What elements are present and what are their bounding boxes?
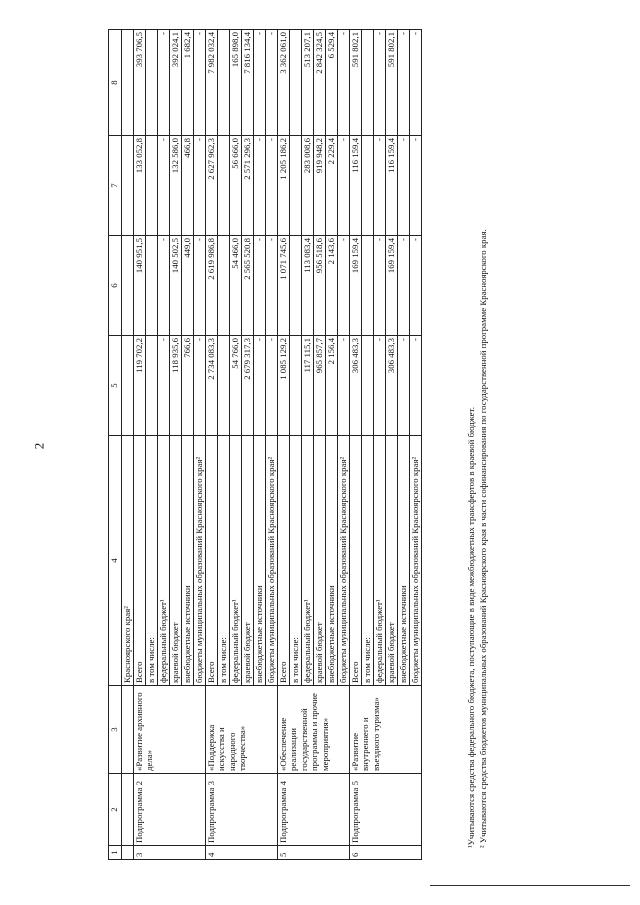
- value-cell: 393 706,5: [134, 30, 146, 136]
- value-cell: [362, 30, 374, 136]
- value-cell: 113 083,4: [302, 236, 314, 336]
- column-header: 7: [109, 136, 122, 236]
- row-label: краевой бюджет: [314, 436, 326, 686]
- value-cell: 3 362 061,0: [278, 30, 290, 136]
- program-title: «Поддержка искусства и народного творчества»: [206, 686, 278, 774]
- value-cell: 956 518,6: [314, 236, 326, 336]
- row-label: бюджеты муниципальных образований Красноярского края²: [194, 436, 206, 686]
- value-cell: 6 529,4: [326, 30, 338, 136]
- value-cell: 56 666,0: [230, 136, 242, 236]
- value-cell: 2 842 324,5: [314, 30, 326, 136]
- value-cell: [290, 236, 302, 336]
- column-number-row: [109, 30, 122, 860]
- value-cell: 2 565 520,8: [242, 236, 254, 336]
- value-cell: 54 466,0: [230, 236, 242, 336]
- value-cell: -: [374, 336, 386, 436]
- value-cell: 1 085 129,2: [278, 336, 290, 436]
- row-label: Всего: [278, 436, 290, 686]
- row-label: в том числе:: [290, 436, 302, 686]
- value-cell: 306 483,3: [350, 336, 362, 436]
- value-cell: -: [194, 236, 206, 336]
- bottom-rule: [430, 885, 630, 886]
- continuation-row: [122, 30, 134, 860]
- column-header: 4: [109, 436, 122, 686]
- value-cell: 1 071 745,6: [278, 236, 290, 336]
- value-cell: -: [254, 236, 266, 336]
- row-label: федеральный бюджет¹: [158, 436, 170, 686]
- value-cell: -: [398, 30, 410, 136]
- row-label: в том числе:: [218, 436, 230, 686]
- value-cell: -: [338, 236, 350, 336]
- value-cell: [218, 236, 230, 336]
- row-number: 5: [278, 846, 350, 860]
- value-cell: 2 627 962,3: [206, 136, 218, 236]
- value-cell: -: [266, 336, 278, 436]
- column-header: 2: [109, 774, 122, 846]
- program-name: Подпрограмма 4: [278, 774, 350, 846]
- value-cell: 140 951,5: [134, 236, 146, 336]
- column-header: 3: [109, 686, 122, 774]
- value-cell: 466,8: [182, 136, 194, 236]
- row-label: краевой бюджет: [242, 436, 254, 686]
- program-title: «Обеспечение реализации государственной программы и прочие мероприятия»: [278, 686, 350, 774]
- value-cell: 283 008,6: [302, 136, 314, 236]
- row-number: 4: [206, 846, 278, 860]
- value-cell: 965 857,7: [314, 336, 326, 436]
- value-cell: 169 159,4: [350, 236, 362, 336]
- table-row: [134, 30, 146, 860]
- value-cell: 140 502,5: [170, 236, 182, 336]
- footnotes: [466, 30, 490, 860]
- value-cell: 165 898,0: [230, 30, 242, 136]
- value-cell: -: [158, 30, 170, 136]
- program-title: «Развитие архивного дела»: [134, 686, 206, 774]
- value-cell: 132 586,0: [170, 136, 182, 236]
- footnote-1: ¹Учитываются средства федерального бюджета, поступающие в виде межбюджетных трансфертов в краевой бюджет.: [466, 407, 476, 848]
- row-label: федеральный бюджет¹: [230, 436, 242, 686]
- row-label: бюджеты муниципальных образований Красноярского края²: [338, 436, 350, 686]
- row-label: внебюджетные источники: [398, 436, 410, 686]
- value-cell: 919 948,2: [314, 136, 326, 236]
- value-cell: 117 115,1: [302, 336, 314, 436]
- value-cell: -: [398, 236, 410, 336]
- row-label: Красноярского края²: [122, 436, 134, 686]
- row-label: бюджеты муниципальных образований Красноярского края²: [266, 436, 278, 686]
- value-cell: 392 024,1: [170, 30, 182, 136]
- value-cell: 54 766,0: [230, 336, 242, 436]
- value-cell: -: [410, 136, 422, 236]
- value-cell: -: [338, 30, 350, 136]
- value-cell: -: [338, 336, 350, 436]
- value-cell: 2 619 986,8: [206, 236, 218, 336]
- value-cell: -: [374, 236, 386, 336]
- page-number: 2: [31, 442, 47, 450]
- value-cell: 449,0: [182, 236, 194, 336]
- value-cell: 169 159,4: [386, 236, 398, 336]
- row-label: внебюджетные источники: [326, 436, 338, 686]
- row-label: федеральный бюджет¹: [302, 436, 314, 686]
- program-name: Подпрограмма 2: [134, 774, 206, 846]
- program-name: Подпрограмма 3: [206, 774, 278, 846]
- row-label: краевой бюджет: [170, 436, 182, 686]
- value-cell: 2 229,4: [326, 136, 338, 236]
- row-label: в том числе:: [362, 436, 374, 686]
- table-row: [206, 30, 218, 860]
- value-cell: -: [254, 30, 266, 136]
- program-title: «Развитие внутреннего и въездного туризма»: [350, 686, 422, 774]
- value-cell: [218, 30, 230, 136]
- row-label: в том числе:: [146, 436, 158, 686]
- row-label: внебюджетные источники: [254, 436, 266, 686]
- value-cell: 2 571 296,3: [242, 136, 254, 236]
- value-cell: 116 159,4: [350, 136, 362, 236]
- value-cell: [146, 336, 158, 436]
- column-header: 6: [109, 236, 122, 336]
- value-cell: 2 679 317,3: [242, 336, 254, 436]
- value-cell: 116 159,4: [386, 136, 398, 236]
- value-cell: [362, 136, 374, 236]
- value-cell: [218, 336, 230, 436]
- table-row: [350, 30, 362, 860]
- value-cell: 7 982 032,4: [206, 30, 218, 136]
- value-cell: 1 682,4: [182, 30, 194, 136]
- value-cell: 1 205 186,2: [278, 136, 290, 236]
- column-header: 1: [109, 846, 122, 860]
- value-cell: [146, 30, 158, 136]
- value-cell: 119 702,2: [134, 336, 146, 436]
- value-cell: 591 802,1: [350, 30, 362, 136]
- value-cell: -: [158, 136, 170, 236]
- funding-table: [108, 29, 422, 860]
- value-cell: [146, 136, 158, 236]
- value-cell: -: [374, 136, 386, 236]
- value-cell: -: [410, 30, 422, 136]
- value-cell: 2 734 083,3: [206, 336, 218, 436]
- value-cell: -: [194, 136, 206, 236]
- value-cell: -: [158, 236, 170, 336]
- value-cell: 7 816 134,4: [242, 30, 254, 136]
- value-cell: -: [266, 236, 278, 336]
- value-cell: -: [374, 30, 386, 136]
- row-number: 6: [350, 846, 422, 860]
- value-cell: -: [410, 336, 422, 436]
- value-cell: [362, 236, 374, 336]
- value-cell: 2 156,4: [326, 336, 338, 436]
- value-cell: -: [266, 30, 278, 136]
- table-row: [278, 30, 290, 860]
- row-label: Всего: [350, 436, 362, 686]
- value-cell: 591 802,1: [386, 30, 398, 136]
- value-cell: -: [266, 136, 278, 236]
- value-cell: 118 935,6: [170, 336, 182, 436]
- value-cell: -: [410, 236, 422, 336]
- program-name: Подпрограмма 5: [350, 774, 422, 846]
- value-cell: [290, 136, 302, 236]
- row-label: Всего: [206, 436, 218, 686]
- row-label: Всего: [134, 436, 146, 686]
- value-cell: 306 483,3: [386, 336, 398, 436]
- column-header: 5: [109, 336, 122, 436]
- value-cell: -: [338, 136, 350, 236]
- row-label: федеральный бюджет¹: [374, 436, 386, 686]
- value-cell: -: [254, 336, 266, 436]
- value-cell: -: [158, 336, 170, 436]
- value-cell: 2 143,6: [326, 236, 338, 336]
- row-label: внебюджетные источники: [182, 436, 194, 686]
- value-cell: -: [194, 336, 206, 436]
- value-cell: 513 207,1: [302, 30, 314, 136]
- value-cell: 766,6: [182, 336, 194, 436]
- column-header: 8: [109, 30, 122, 136]
- row-number: 3: [134, 846, 206, 860]
- value-cell: [146, 236, 158, 336]
- value-cell: -: [398, 336, 410, 436]
- value-cell: [290, 30, 302, 136]
- value-cell: -: [254, 136, 266, 236]
- value-cell: -: [194, 30, 206, 136]
- rotated-page: [108, 30, 553, 860]
- value-cell: [362, 336, 374, 436]
- row-label: краевой бюджет: [386, 436, 398, 686]
- footnote-2: ² Учитываются средства бюджетов муниципальных образований Красноярского края в части софинансирования по государственной программе Красноярского края.: [477, 229, 488, 848]
- value-cell: -: [398, 136, 410, 236]
- value-cell: 133 052,8: [134, 136, 146, 236]
- value-cell: [218, 136, 230, 236]
- value-cell: [290, 336, 302, 436]
- row-label: бюджеты муниципальных образований Красноярского края²: [410, 436, 422, 686]
